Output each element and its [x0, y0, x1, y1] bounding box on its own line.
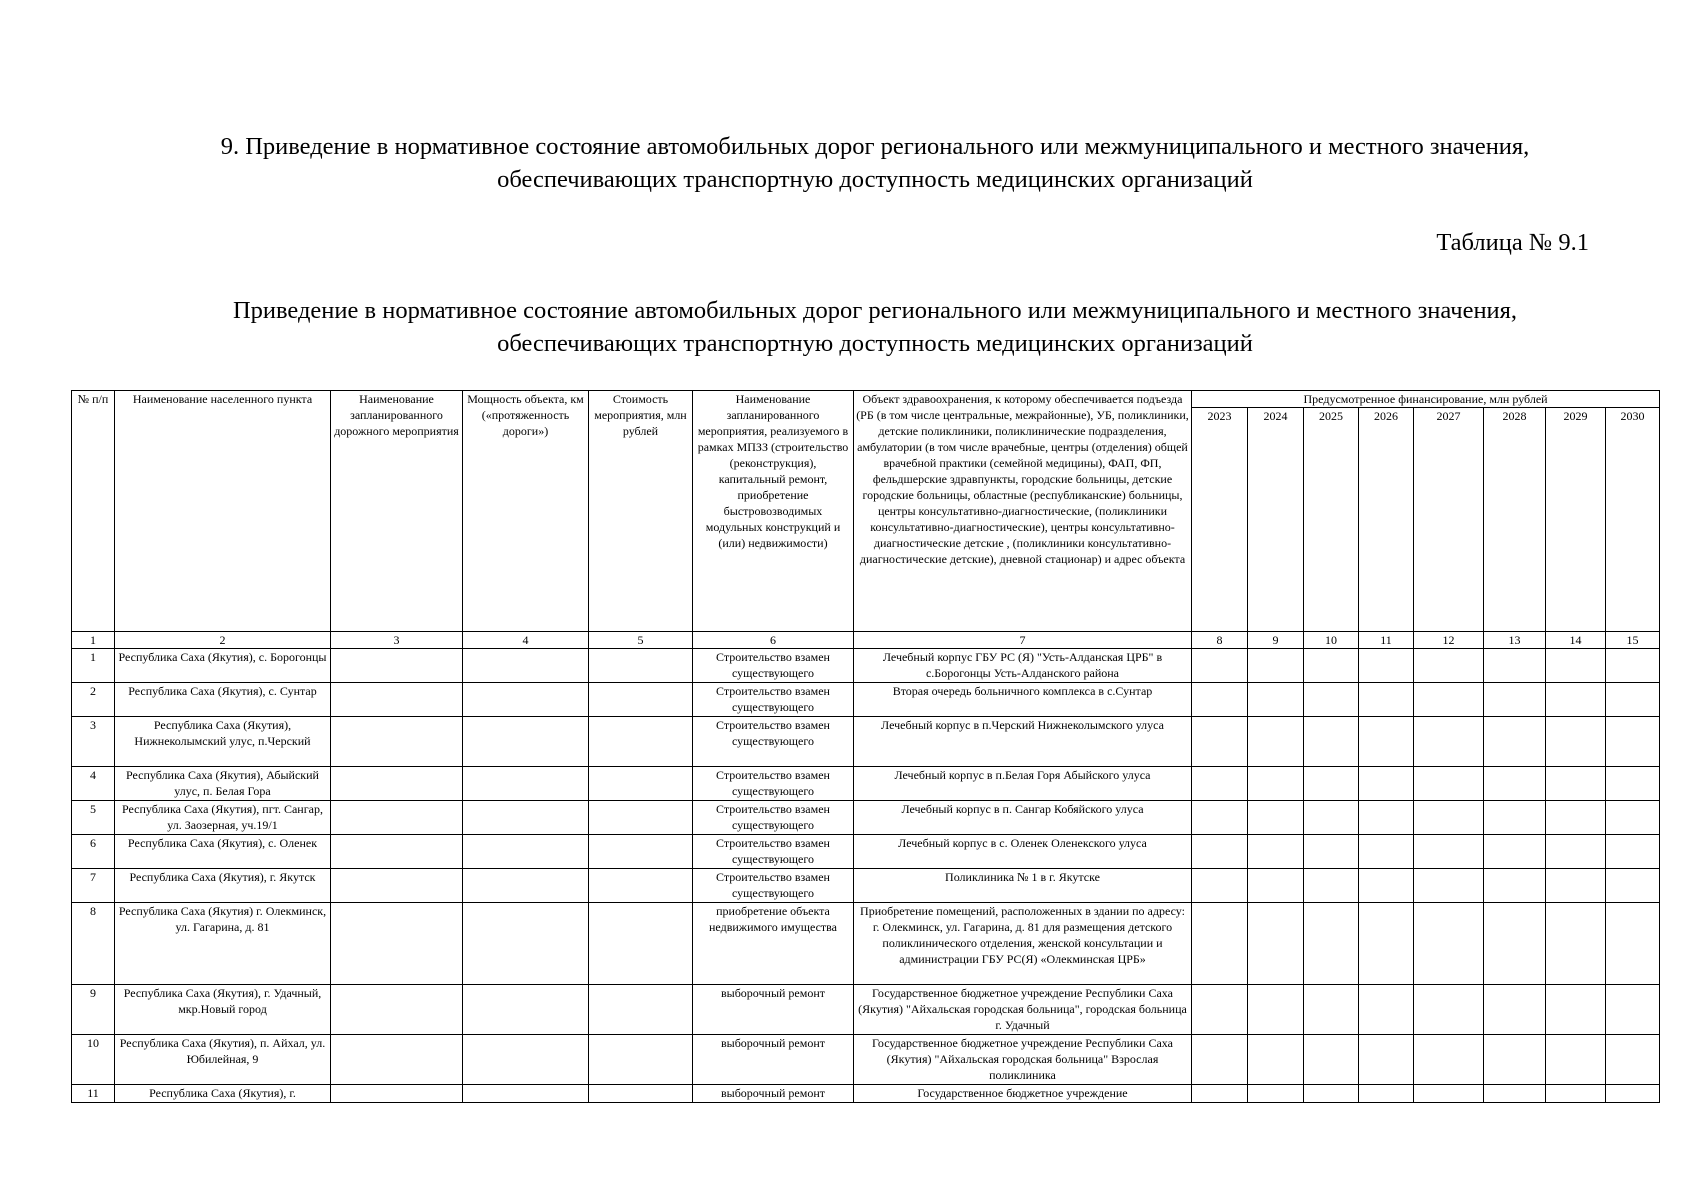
table-number: Таблица № 9.1: [1436, 229, 1589, 256]
row-funding-year: [1248, 767, 1304, 801]
row-mpzz-event: Строительство взамен существующего: [693, 683, 854, 717]
row-funding-year: [1606, 1085, 1660, 1103]
row-number: 4: [72, 767, 115, 801]
row-funding-year: [1546, 801, 1606, 835]
row-capacity: [463, 717, 589, 767]
row-cost: [589, 801, 693, 835]
row-mpzz-event: Строительство взамен существующего: [693, 649, 854, 683]
table-row: [72, 1035, 1660, 1085]
row-funding-year: [1414, 801, 1484, 835]
row-health-object: Вторая очередь больничного комплекса в с.Сунтар: [854, 683, 1192, 717]
row-funding-year: [1359, 767, 1414, 801]
row-road-event: [331, 717, 463, 767]
row-funding-year: [1546, 649, 1606, 683]
row-number: 2: [72, 683, 115, 717]
row-funding-year: [1414, 717, 1484, 767]
row-funding-year: [1546, 903, 1606, 985]
row-cost: [589, 903, 693, 985]
row-number: 3: [72, 717, 115, 767]
row-mpzz-event: Строительство взамен существующего: [693, 717, 854, 767]
header-year: 2023: [1192, 408, 1248, 632]
row-capacity: [463, 1085, 589, 1103]
row-settlement: Республика Саха (Якутия), г. Удачный, мкр.Новый город: [115, 985, 331, 1035]
row-funding-year: [1304, 1035, 1359, 1085]
row-funding-year: [1192, 985, 1248, 1035]
row-funding-year: [1248, 835, 1304, 869]
row-settlement: Республика Саха (Якутия), г.: [115, 1085, 331, 1103]
row-funding-year: [1606, 717, 1660, 767]
column-number: 2: [115, 632, 331, 649]
row-funding-year: [1359, 649, 1414, 683]
row-mpzz-event: Строительство взамен существующего: [693, 869, 854, 903]
row-funding-year: [1304, 801, 1359, 835]
row-funding-year: [1359, 869, 1414, 903]
row-funding-year: [1484, 1035, 1546, 1085]
column-number: 11: [1359, 632, 1414, 649]
table-row: [72, 767, 1660, 801]
row-funding-year: [1359, 985, 1414, 1035]
row-settlement: Республика Саха (Якутия), Абыйский улус, п. Белая Гора: [115, 767, 331, 801]
column-number: 6: [693, 632, 854, 649]
table-row: [72, 835, 1660, 869]
row-funding-year: [1606, 801, 1660, 835]
table-row: [72, 1085, 1660, 1103]
row-capacity: [463, 683, 589, 717]
row-number: 9: [72, 985, 115, 1035]
row-number: 7: [72, 869, 115, 903]
row-funding-year: [1192, 835, 1248, 869]
table-row: [72, 649, 1660, 683]
column-number: 10: [1304, 632, 1359, 649]
row-funding-year: [1414, 683, 1484, 717]
row-mpzz-event: выборочный ремонт: [693, 1035, 854, 1085]
table-row: [72, 985, 1660, 1035]
row-funding-year: [1414, 649, 1484, 683]
row-number: 11: [72, 1085, 115, 1103]
row-road-event: [331, 869, 463, 903]
row-settlement: Республика Саха (Якутия), с. Борогонцы: [115, 649, 331, 683]
row-settlement: Республика Саха (Якутия), г. Якутск: [115, 869, 331, 903]
row-cost: [589, 835, 693, 869]
table-row: [72, 869, 1660, 903]
row-funding-year: [1606, 767, 1660, 801]
row-cost: [589, 683, 693, 717]
column-number: 15: [1606, 632, 1660, 649]
row-funding-year: [1414, 903, 1484, 985]
row-funding-year: [1192, 1035, 1248, 1085]
row-funding-year: [1606, 1035, 1660, 1085]
row-funding-year: [1484, 903, 1546, 985]
row-settlement: Республика Саха (Якутия), с. Сунтар: [115, 683, 331, 717]
row-funding-year: [1304, 717, 1359, 767]
header-health-object: Объект здравоохранения, к которому обеспечивается подъезда (РБ (в том числе центральные, межрайонные), УБ, поликлиники, детские поликлиники, поликлинические подразделения, амбулатории (в том числе врачебные, центры (отделения) общей врачебной практики (семейной медицины), ФАП, ФП, фельдшерские здравпункты, городские больницы, детские городские больницы, областные (республиканские) больницы, центры консультативно-диагностические, (поликлиники консультативно-диагностические), центры консультативно-диагностические детские , (поликлиники консультативно-диагностические детские), дневной стационар) и адрес объекта: [854, 391, 1192, 632]
row-road-event: [331, 649, 463, 683]
row-funding-year: [1192, 683, 1248, 717]
row-health-object: Поликлиника № 1 в г. Якутске: [854, 869, 1192, 903]
table-row: [72, 801, 1660, 835]
row-cost: [589, 649, 693, 683]
row-road-event: [331, 1085, 463, 1103]
header-cost: Стоимость мероприятия, млн рублей: [589, 391, 693, 632]
column-number: 9: [1248, 632, 1304, 649]
row-settlement: Республика Саха (Якутия), п. Айхал, ул. Юбилейная, 9: [115, 1035, 331, 1085]
row-funding-year: [1192, 801, 1248, 835]
row-funding-year: [1248, 1035, 1304, 1085]
header-settlement: Наименование населенного пункта: [115, 391, 331, 632]
row-funding-year: [1192, 869, 1248, 903]
row-settlement: Республика Саха (Якутия) г. Олекминск, ул. Гагарина, д. 81: [115, 903, 331, 985]
row-funding-year: [1484, 835, 1546, 869]
row-number: 10: [72, 1035, 115, 1085]
section-title: 9. Приведение в нормативное состояние автомобильных дорог регионального или межмуниципального и местного значения, обеспечивающих транспортную доступность медицинских организаций: [220, 133, 1530, 193]
row-funding-year: [1192, 1085, 1248, 1103]
column-number: 1: [72, 632, 115, 649]
row-funding-year: [1484, 985, 1546, 1035]
row-road-event: [331, 985, 463, 1035]
row-funding-year: [1192, 903, 1248, 985]
row-funding-year: [1304, 1085, 1359, 1103]
column-number: 14: [1546, 632, 1606, 649]
header-road-event: Наименование запланированного дорожного мероприятия: [331, 391, 463, 632]
row-road-event: [331, 801, 463, 835]
header-funding: Предусмотренное финансирование, млн рублей: [1192, 391, 1660, 408]
row-funding-year: [1606, 683, 1660, 717]
row-funding-year: [1248, 903, 1304, 985]
row-funding-year: [1606, 649, 1660, 683]
row-funding-year: [1248, 1085, 1304, 1103]
column-number: 7: [854, 632, 1192, 649]
header-year: 2029: [1546, 408, 1606, 632]
header-capacity: Мощность объекта, км («протяженность дороги»): [463, 391, 589, 632]
row-funding-year: [1304, 985, 1359, 1035]
row-road-event: [331, 683, 463, 717]
row-mpzz-event: Строительство взамен существующего: [693, 767, 854, 801]
row-cost: [589, 717, 693, 767]
row-funding-year: [1414, 767, 1484, 801]
header-mpzz-event: Наименование запланированного мероприятия, реализуемого в рамках МПЗЗ (строительство (реконструкция), капитальный ремонт, приобретение быстровозводимых модульных конструкций и (или) недвижимости): [693, 391, 854, 632]
funding-table: [71, 390, 1660, 1103]
row-funding-year: [1484, 801, 1546, 835]
row-health-object: Приобретение помещений, расположенных в здании по адресу: г. Олекминск, ул. Гагарина, д. 81 для размещения детского поликлинического отделения, женской консультации и администрации ГБУ РС(Я) «Олекминская ЦРБ»: [854, 903, 1192, 985]
row-funding-year: [1546, 767, 1606, 801]
row-capacity: [463, 869, 589, 903]
row-capacity: [463, 835, 589, 869]
row-funding-year: [1414, 835, 1484, 869]
row-capacity: [463, 903, 589, 985]
row-funding-year: [1484, 683, 1546, 717]
row-funding-year: [1304, 835, 1359, 869]
row-health-object: Лечебный корпус в п.Белая Горя Абыйского улуса: [854, 767, 1192, 801]
row-funding-year: [1248, 801, 1304, 835]
table-row: [72, 903, 1660, 985]
table-row: [72, 717, 1660, 767]
row-cost: [589, 767, 693, 801]
row-funding-year: [1359, 801, 1414, 835]
row-funding-year: [1192, 717, 1248, 767]
header-number: № п/п: [72, 391, 115, 632]
column-number: 13: [1484, 632, 1546, 649]
row-funding-year: [1606, 985, 1660, 1035]
row-funding-year: [1248, 683, 1304, 717]
table-title: Приведение в нормативное состояние автомобильных дорог регионального или межмуниципального и местного значения, обеспечивающих транспортную доступность медицинских организаций: [232, 297, 1518, 357]
row-funding-year: [1304, 649, 1359, 683]
row-funding-year: [1546, 985, 1606, 1035]
row-mpzz-event: выборочный ремонт: [693, 985, 854, 1035]
table-row: [72, 683, 1660, 717]
row-capacity: [463, 767, 589, 801]
header-year: 2027: [1414, 408, 1484, 632]
row-funding-year: [1484, 767, 1546, 801]
row-health-object: Лечебный корпус в п. Сангар Кобяйского улуса: [854, 801, 1192, 835]
column-number: 12: [1414, 632, 1484, 649]
row-capacity: [463, 985, 589, 1035]
row-funding-year: [1359, 717, 1414, 767]
row-capacity: [463, 1035, 589, 1085]
row-settlement: Республика Саха (Якутия), Нижнеколымский улус, п.Черский: [115, 717, 331, 767]
column-number: 5: [589, 632, 693, 649]
row-funding-year: [1248, 869, 1304, 903]
row-cost: [589, 869, 693, 903]
column-number: 4: [463, 632, 589, 649]
row-mpzz-event: выборочный ремонт: [693, 1085, 854, 1103]
row-funding-year: [1484, 869, 1546, 903]
row-funding-year: [1359, 1035, 1414, 1085]
header-year: 2028: [1484, 408, 1546, 632]
row-number: 5: [72, 801, 115, 835]
row-mpzz-event: Строительство взамен существующего: [693, 801, 854, 835]
row-funding-year: [1248, 985, 1304, 1035]
row-funding-year: [1546, 1085, 1606, 1103]
row-funding-year: [1414, 869, 1484, 903]
row-funding-year: [1484, 1085, 1546, 1103]
row-funding-year: [1248, 717, 1304, 767]
row-funding-year: [1192, 649, 1248, 683]
row-capacity: [463, 649, 589, 683]
header-year: 2024: [1248, 408, 1304, 632]
row-cost: [589, 985, 693, 1035]
column-number: 8: [1192, 632, 1248, 649]
row-funding-year: [1606, 869, 1660, 903]
row-funding-year: [1546, 717, 1606, 767]
row-health-object: Государственное бюджетное учреждение: [854, 1085, 1192, 1103]
row-number: 8: [72, 903, 115, 985]
row-funding-year: [1484, 717, 1546, 767]
column-number-row: [72, 632, 1660, 649]
row-road-event: [331, 1035, 463, 1085]
row-capacity: [463, 801, 589, 835]
row-funding-year: [1304, 903, 1359, 985]
row-funding-year: [1546, 835, 1606, 869]
row-funding-year: [1484, 649, 1546, 683]
row-cost: [589, 1035, 693, 1085]
row-health-object: Государственное бюджетное учреждение Республики Саха (Якутия) "Айхальская городская больница", городская больница г. Удачный: [854, 985, 1192, 1035]
row-settlement: Республика Саха (Якутия), с. Оленек: [115, 835, 331, 869]
row-settlement: Республика Саха (Якутия), пгт. Сангар, ул. Заозерная, уч.19/1: [115, 801, 331, 835]
header-year: 2026: [1359, 408, 1414, 632]
row-funding-year: [1546, 869, 1606, 903]
row-funding-year: [1414, 1085, 1484, 1103]
row-cost: [589, 1085, 693, 1103]
row-funding-year: [1304, 869, 1359, 903]
header-year: 2030: [1606, 408, 1660, 632]
row-road-event: [331, 903, 463, 985]
row-funding-year: [1192, 767, 1248, 801]
row-mpzz-event: приобретение объекта недвижимого имущества: [693, 903, 854, 985]
row-funding-year: [1304, 767, 1359, 801]
row-health-object: Лечебный корпус в с. Оленек Оленекского улуса: [854, 835, 1192, 869]
row-funding-year: [1606, 903, 1660, 985]
row-mpzz-event: Строительство взамен существующего: [693, 835, 854, 869]
row-funding-year: [1414, 985, 1484, 1035]
row-health-object: Лечебный корпус в п.Черский Нижнеколымского улуса: [854, 717, 1192, 767]
row-road-event: [331, 835, 463, 869]
row-road-event: [331, 767, 463, 801]
row-health-object: Государственное бюджетное учреждение Республики Саха (Якутия) "Айхальская городская больница" Взрослая поликлиника: [854, 1035, 1192, 1085]
row-health-object: Лечебный корпус ГБУ РС (Я) "Усть-Алданская ЦРБ" в с.Борогонцы Усть-Алданского района: [854, 649, 1192, 683]
row-funding-year: [1359, 683, 1414, 717]
header-year: 2025: [1304, 408, 1359, 632]
row-funding-year: [1606, 835, 1660, 869]
row-funding-year: [1359, 903, 1414, 985]
row-funding-year: [1248, 649, 1304, 683]
row-funding-year: [1546, 683, 1606, 717]
row-number: 6: [72, 835, 115, 869]
row-funding-year: [1304, 683, 1359, 717]
row-funding-year: [1414, 1035, 1484, 1085]
column-number: 3: [331, 632, 463, 649]
row-funding-year: [1546, 1035, 1606, 1085]
row-number: 1: [72, 649, 115, 683]
row-funding-year: [1359, 835, 1414, 869]
row-funding-year: [1359, 1085, 1414, 1103]
